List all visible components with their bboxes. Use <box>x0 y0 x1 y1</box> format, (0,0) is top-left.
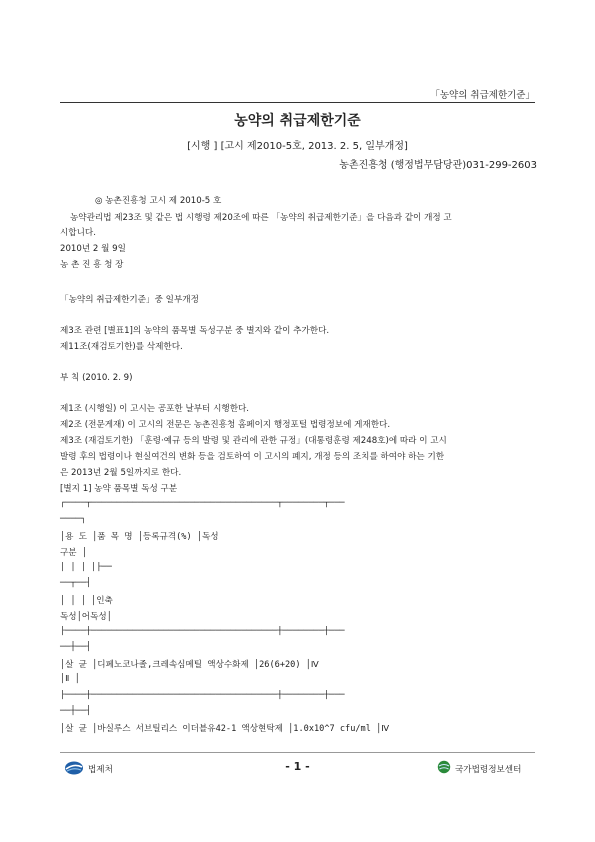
header-doc-tag: 「농약의 취급제한기준」 <box>430 90 535 101</box>
article-3-line-1: 제3조 (재검토기한) 「훈령·예규 등의 발령 및 관리에 관한 규정」(대통령훈령 제248호)에 따라 이 고시 <box>60 436 447 446</box>
table-text-line: ──┼──┤ <box>60 642 92 652</box>
table-text-line: │Ⅱ │ <box>60 674 80 684</box>
table-text-line: ├────┼────────────────────────────────────┼────────┼─── <box>60 626 345 636</box>
notice-number: ◎ 농촌진흥청 고시 제 2010-5 호 <box>95 196 222 206</box>
intro-line-1: 농약관리법 제23조 및 같은 법 시행령 제20조에 따른 「농약의 취급제한기준」을 다음과 같이 개정 고 <box>70 213 452 223</box>
annex-title: [별지 1] 농약 품목별 독성 구분 <box>60 484 178 494</box>
globe-icon <box>437 760 451 774</box>
amendment-line-2: 제11조(재검토기한)를 삭제한다. <box>60 342 183 352</box>
table-text-line: │ │ │ │├── <box>60 562 112 572</box>
header-rule <box>60 102 535 103</box>
document-title: 농약의 취급제한기준 <box>234 113 361 129</box>
table-text-line: ├────┼────────────────────────────────────┼────────┼─── <box>60 690 345 700</box>
article-1: 제1조 (시행일) 이 고시는 공포한 날부터 시행한다. <box>60 404 250 414</box>
table-text-line: 구분 │ <box>60 548 87 558</box>
table-text-line: ┌────┬────────────────────────────────────┬────────┬─── <box>60 498 345 508</box>
table-text-line: │살 균 │바실루스 서브틸리스 이더블유42-1 액상현탁제 │1.0x10^7 cfu/ml │Ⅳ <box>60 724 390 734</box>
table-text-line: ──┬──┤ <box>60 578 92 588</box>
notice-date: 2010년 2 월 9일 <box>60 244 126 254</box>
table-text-line: ────┐ <box>60 514 86 524</box>
amendment-line-1: 제3조 관련 [별표1]의 농약의 품목별 독성구분 중 별지와 같이 추가한다. <box>60 326 330 336</box>
table-text-line: │살 균 │디페노코나졸,크레속심메틸 액상수화제 │26(6+20) │Ⅳ <box>60 660 319 670</box>
notice-issuer: 농 촌 진 흥 청 장 <box>60 260 124 270</box>
footer-rule <box>60 752 535 753</box>
document-department: 농촌진흥청 (행정법무담당관)031-299-2603 <box>339 160 537 171</box>
page-number: - 1 - <box>285 760 310 773</box>
table-text-line: │용 도 │품 목 명 │등록규격(%) │독성 <box>60 532 219 542</box>
table-text-line: 독성│어독성│ <box>60 612 112 622</box>
article-2: 제2조 (전문게재) 이 고시의 전문은 농촌진흥청 홈페이지 행정포털 법령정보에 게재한다. <box>60 420 391 430</box>
intro-line-2: 시합니다. <box>60 228 96 238</box>
footer-left-label: 법제처 <box>88 765 113 775</box>
footer-right-label: 국가법령정보센터 <box>455 765 522 775</box>
table-text-line: ──┼──┤ <box>60 706 92 716</box>
article-3-line-3: 은 2013년 2월 5일까지로 한다. <box>60 468 182 478</box>
table-text-line: │ │ │ │인축 <box>60 596 113 606</box>
addenda-title: 부 칙 (2010. 2. 9) <box>60 373 133 383</box>
document-subtitle: [시행 ] [고시 제2010-5호, 2013. 2. 5, 일부개정] <box>187 141 408 152</box>
article-3-line-2: 발령 후의 법령이나 현실여건의 변화 등을 검토하여 이 고시의 폐지, 개정 등의 조치를 하여야 하는 기한 <box>60 452 445 462</box>
amendment-title: 「농약의 취급제한기준」중 일부개정 <box>60 295 199 305</box>
